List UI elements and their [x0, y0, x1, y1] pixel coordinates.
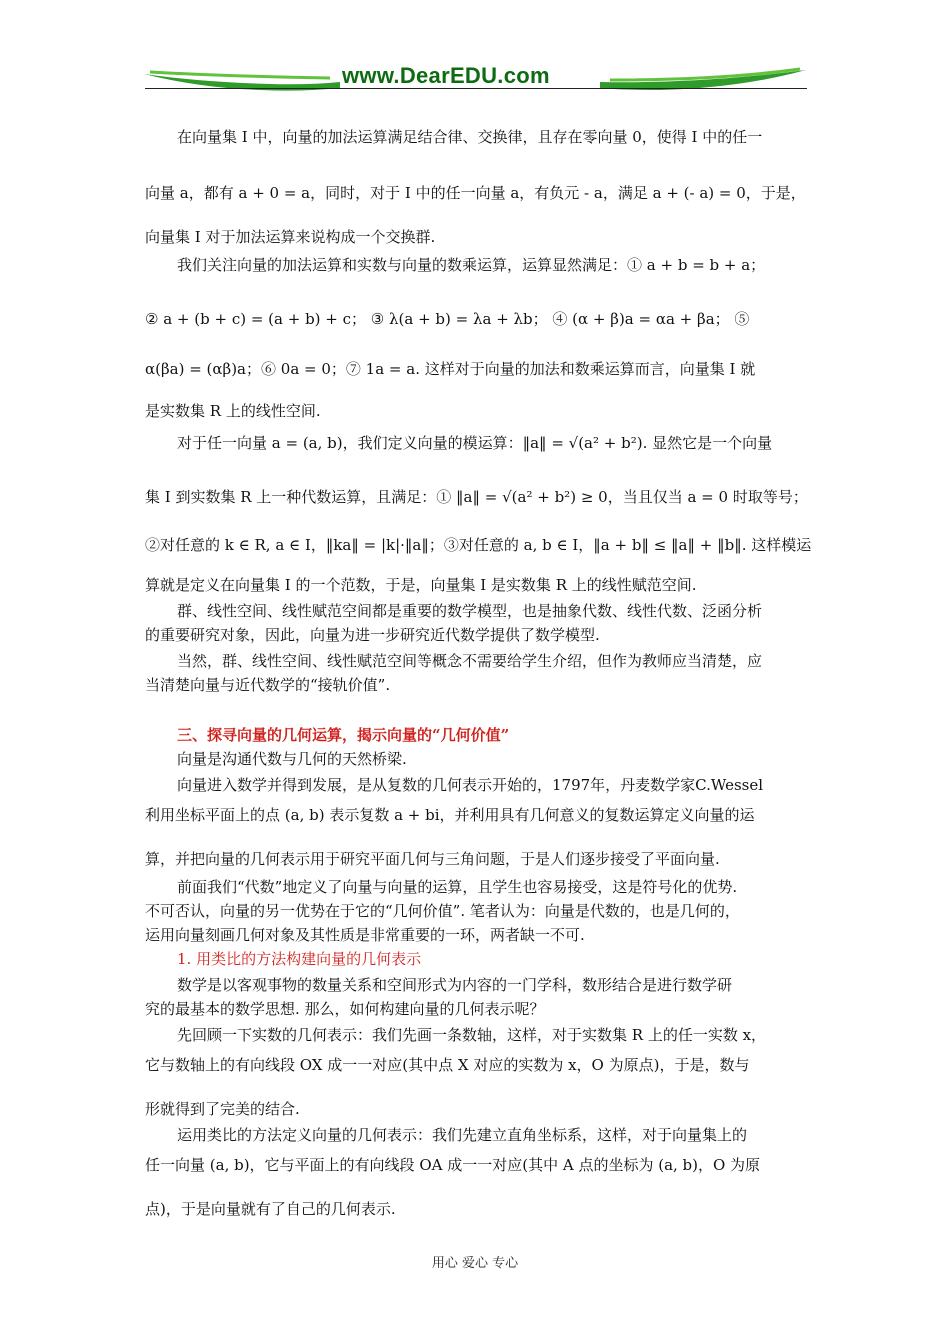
paragraph-line: 形就得到了完美的结合.	[145, 1100, 300, 1118]
paragraph-line: 在向量集 I 中，向量的加法运算满足结合律、交换律，且存在零向量 0，使得 I 中的任一	[177, 128, 763, 146]
paragraph-line: 算就是定义在向量集 I 的一个范数，于是，向量集 I 是实数集 R 上的线性赋范空间.	[145, 576, 697, 594]
page-header	[140, 52, 812, 104]
paragraph-line: 向量 a，都有 a + 0 = a，同时，对于 I 中的任一向量 a，有负元 - a，满足 a + (- a) = 0，于是，	[145, 184, 806, 202]
paragraph-line: 我们关注向量的加法运算和实数与向量的数乘运算，运算显然满足：① a + b = b + a；	[177, 256, 766, 274]
paragraph-line: ② a + (b + c) = (a + b) + c； ③ λ(a + b) = λa + λb； ④ (α + β)a = αa + βa； ⑤	[145, 310, 750, 328]
paragraph-line: 算，并把向量的几何表示用于研究平面几何与三角问题，于是人们逐步接受了平面向量.	[145, 850, 720, 868]
paragraph-line: 任一向量 (a, b)，它与平面上的有向线段 OA 成一一对应(其中 A 点的坐标为 (a, b)，O 为原	[145, 1156, 761, 1174]
paragraph-line: 它与数轴上的有向线段 OX 成一一对应(其中点 X 对应的实数为 x，O 为原点)，于是，数与	[145, 1056, 750, 1074]
paragraph-line: 前面我们“代数”地定义了向量与向量的运算，且学生也容易接受，这是符号化的优势.	[177, 878, 738, 896]
paragraph-line: 运用类比的方法定义向量的几何表示：我们先建立直角坐标系，这样，对于向量集上的	[177, 1126, 748, 1144]
paragraph-line: 向量进入数学并得到发展，是从复数的几何表示开始的，1797年，丹麦数学家C.Wessel	[177, 776, 764, 794]
paragraph-line: 是实数集 R 上的线性空间.	[145, 402, 321, 420]
paragraph-line: 对于任一向量 a = (a, b)，我们定义向量的模运算：‖a‖ = √(a² + b²). 显然它是一个向量	[177, 434, 773, 452]
section-heading: 三、探寻向量的几何运算，揭示向量的“几何价值”	[177, 726, 510, 744]
site-logo[interactable]: www.DearEDU.com	[342, 63, 550, 88]
paragraph-line: 先回顾一下实数的几何表示：我们先画一条数轴，这样，对于实数集 R 上的任一实数 x，	[177, 1026, 767, 1044]
paragraph-line: 向量是沟通代数与几何的天然桥梁.	[177, 750, 407, 768]
header-divider	[145, 88, 807, 89]
paragraph-line: 运用向量刻画几何对象及其性质是非常重要的一环，两者缺一不可.	[145, 926, 585, 944]
paragraph-line: α(βa) = (αβ)a；⑥ 0a = 0；⑦ 1a = a. 这样对于向量的加法和数乘运算而言，向量集 I 就	[145, 360, 756, 378]
paragraph-line: 究的最基本的数学思想. 那么，如何构建向量的几何表示呢？	[145, 1000, 545, 1018]
paragraph-line: 数学是以客观事物的数量关系和空间形式为内容的一门学科，数形结合是进行数学研	[177, 976, 733, 994]
paragraph-line: 利用坐标平面上的点 (a, b) 表示复数 a + bi，并利用具有几何意义的复数运算定义向量的运	[145, 806, 755, 824]
page-footer: 用心 爱心 专心	[431, 1256, 519, 1271]
paragraph-line: 集 I 到实数集 R 上一种代数运算，且满足：① ‖a‖ = √(a² + b²) ≥ 0，当且仅当 a = 0 时取等号；	[145, 488, 808, 506]
paragraph-line: 的重要研究对象，因此，向量为进一步研究近代数学提供了数学模型.	[145, 626, 600, 644]
paragraph-line: 不可否认，向量的另一优势在于它的“几何价值”. 笔者认为：向量是代数的，也是几何的，	[145, 902, 740, 920]
paragraph-line: 群、线性空间、线性赋范空间都是重要的数学模型，也是抽象代数、线性代数、泛函分析	[177, 602, 763, 620]
paragraph-line: 向量集 I 对于加法运算来说构成一个交换群.	[145, 228, 436, 246]
paragraph-line: ②对任意的 k ∈ R, a ∈ I，‖ka‖ = |k|·‖a‖；③对任意的 a, b ∈ I，‖a + b‖ ≤ ‖a‖ + ‖b‖. 这样模运	[145, 536, 812, 554]
paragraph-line: 当清楚向量与近代数学的“接轨价值”.	[145, 676, 391, 694]
paragraph-line: 点)，于是向量就有了自己的几何表示.	[145, 1200, 396, 1218]
subsection-heading: 1. 用类比的方法构建向量的几何表示	[177, 950, 422, 968]
paragraph-line: 当然，群、线性空间、线性赋范空间等概念不需要给学生介绍，但作为教师应当清楚，应	[177, 652, 763, 670]
